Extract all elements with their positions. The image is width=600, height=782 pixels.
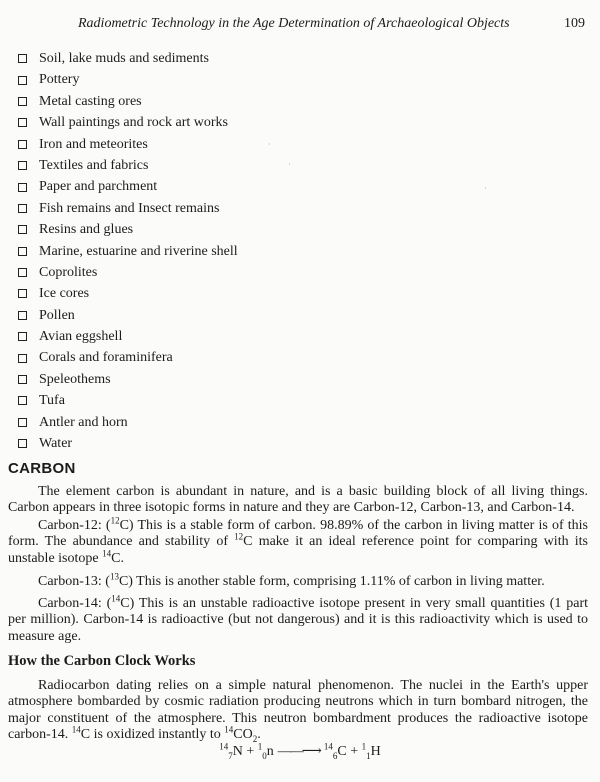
list-item-label: Soil, lake muds and sediments	[39, 51, 209, 66]
list-item-label: Pollen	[39, 307, 75, 323]
checkbox-icon	[18, 97, 27, 106]
mass-number: 1	[361, 741, 367, 752]
list-item	[18, 69, 238, 90]
paragraph-text: C make it an ideal reference point for comparing with its unstable isotope	[8, 534, 588, 566]
list-item	[18, 347, 238, 368]
checkbox-icon	[18, 332, 27, 341]
mass-number: 14	[111, 593, 121, 604]
list-item-label: Resins and glues	[39, 222, 134, 238]
checkbox-icon	[18, 375, 27, 384]
list-item	[18, 433, 238, 454]
paragraph-text: C is oxidized instantly to	[80, 727, 225, 743]
checkbox-icon	[18, 204, 27, 213]
plus-sign: +	[346, 744, 362, 759]
section-heading-carbon: CARBON	[8, 460, 76, 477]
checkbox-icon	[18, 183, 27, 192]
checkbox-icon	[18, 54, 27, 63]
paragraph-text: Radiocarbon dating relies on a simple natural phenomenon. The nuclei in the Earth's upper atmosphere bombarded by cosmic radiation producing neutrons which in turn bombard nitrogen, the major constituent of the atmosphere. This neutron bombardment produces the radioactive isotope carbon-14.	[8, 678, 588, 743]
running-title: Radiometric Technology in the Age Determination of Archaeological Objects	[78, 16, 510, 31]
list-item-label: Fish remains and Insect remains	[39, 200, 220, 216]
mass-number: 12	[110, 515, 120, 526]
isotope-label: Carbon-13: (	[38, 574, 110, 589]
list-item	[18, 241, 238, 262]
plus-sign: +	[242, 744, 258, 759]
checkbox-icon	[18, 396, 27, 405]
list-item	[18, 390, 238, 411]
list-item	[18, 176, 238, 197]
list-item-label: Textiles and fabrics	[39, 157, 149, 173]
list-item-label: Iron and meteorites	[39, 136, 148, 152]
element-symbol: C	[337, 744, 347, 759]
atomic-number: 0	[262, 750, 267, 761]
scan-speck: ·	[288, 160, 291, 169]
subscript: 2	[252, 734, 258, 745]
page-number: 109	[564, 16, 585, 31]
list-item-label: Coprolites	[39, 264, 98, 280]
list-item	[18, 48, 238, 69]
list-item-label: Antler and horn	[39, 414, 128, 430]
list-item	[18, 155, 238, 176]
list-item-label: Speleothems	[39, 371, 111, 387]
checkbox-icon	[18, 439, 27, 448]
list-item	[18, 369, 238, 390]
checkbox-icon	[18, 289, 27, 298]
paragraph-carbon-clock	[8, 678, 588, 744]
isotope-label: Carbon-14: (	[38, 596, 112, 611]
list-item-label: Pottery	[39, 72, 80, 88]
atomic-number: 7	[228, 750, 233, 761]
list-item	[18, 134, 238, 155]
paragraph-text: C.	[111, 550, 124, 566]
list-item-label: Corals and foraminifera	[39, 350, 173, 366]
paragraph-carbon-14	[8, 593, 588, 645]
list-item-label: Tufa	[39, 393, 65, 409]
reaction-arrow-icon: ——⟶	[277, 744, 320, 759]
section-heading-carbon-clock: How the Carbon Clock Works	[8, 653, 196, 669]
list-item-label: Marine, estuarine and riverine shell	[39, 243, 238, 259]
atomic-number: 6	[332, 750, 338, 761]
checkbox-icon	[18, 225, 27, 234]
checkbox-icon	[18, 268, 27, 277]
checkbox-icon	[18, 354, 27, 363]
mass-number: 12	[234, 531, 244, 542]
list-item	[18, 219, 238, 240]
list-item	[18, 91, 238, 112]
paragraph-text: C) This is a stable form of carbon. 98.89% of the carbon in living matter is of this form. The abundance and stability of	[8, 518, 588, 550]
list-item-label: Water	[39, 436, 73, 452]
element-symbol: n	[266, 744, 274, 759]
checkbox-icon	[18, 118, 27, 127]
list-item	[18, 283, 238, 304]
list-item-label: Paper and parchment	[39, 179, 158, 195]
checkbox-icon	[18, 161, 27, 170]
mass-number: 14	[219, 741, 229, 752]
element-symbol: N	[232, 744, 243, 759]
mass-number: 14	[71, 724, 81, 735]
scan-speck: ·	[484, 184, 487, 193]
list-item	[18, 305, 238, 326]
paragraph-text: C) This is an unstable radioactive isotope present in very small quantities (1 part per million). Carbon-14 is radioactive (but not dangerous) and it is this radioactivity which is used to measure age.	[8, 596, 588, 644]
checkbox-icon	[18, 311, 27, 320]
nuclear-reaction-equation	[0, 743, 600, 760]
paragraph-text: C) This is another stable form, comprising 1.11% of carbon in living matter.	[118, 574, 545, 589]
list-item-label: Avian eggshell	[39, 329, 123, 345]
isotope-label: Carbon-12: (	[38, 518, 111, 533]
list-item	[18, 112, 238, 133]
checkbox-icon	[18, 247, 27, 256]
list-item	[18, 326, 238, 347]
mass-number: 14	[224, 724, 234, 735]
mass-number: 14	[323, 741, 333, 752]
page-header	[0, 16, 600, 36]
list-item	[18, 262, 238, 283]
sample-materials-list	[18, 48, 238, 454]
atomic-number: 1	[366, 750, 371, 761]
paragraph-carbon-13	[8, 571, 588, 590]
paragraph-text: CO	[233, 727, 253, 743]
list-item-label: Ice cores	[39, 286, 90, 302]
list-item	[18, 412, 238, 433]
checkbox-icon	[18, 76, 27, 85]
list-item	[18, 198, 238, 219]
mass-number: 1	[257, 741, 263, 752]
scan-speck: ·	[268, 140, 271, 149]
list-item-label: Metal casting ores	[39, 93, 142, 109]
paragraph-carbon-intro: The element carbon is abundant in nature, and is a basic building block of all living things. Carbon appears in three isotopic forms in nature and they are Carbon-12, Carbon-13, and Carbon-14.	[8, 484, 588, 516]
checkbox-icon	[18, 140, 27, 149]
list-item-label: Wall paintings and rock art works	[39, 115, 228, 131]
element-symbol: H	[370, 744, 381, 759]
mass-number: 14	[102, 548, 112, 559]
paragraph-text: .	[257, 727, 261, 743]
checkbox-icon	[18, 418, 27, 427]
paragraph-carbon-12	[8, 515, 588, 567]
mass-number: 13	[109, 571, 119, 582]
